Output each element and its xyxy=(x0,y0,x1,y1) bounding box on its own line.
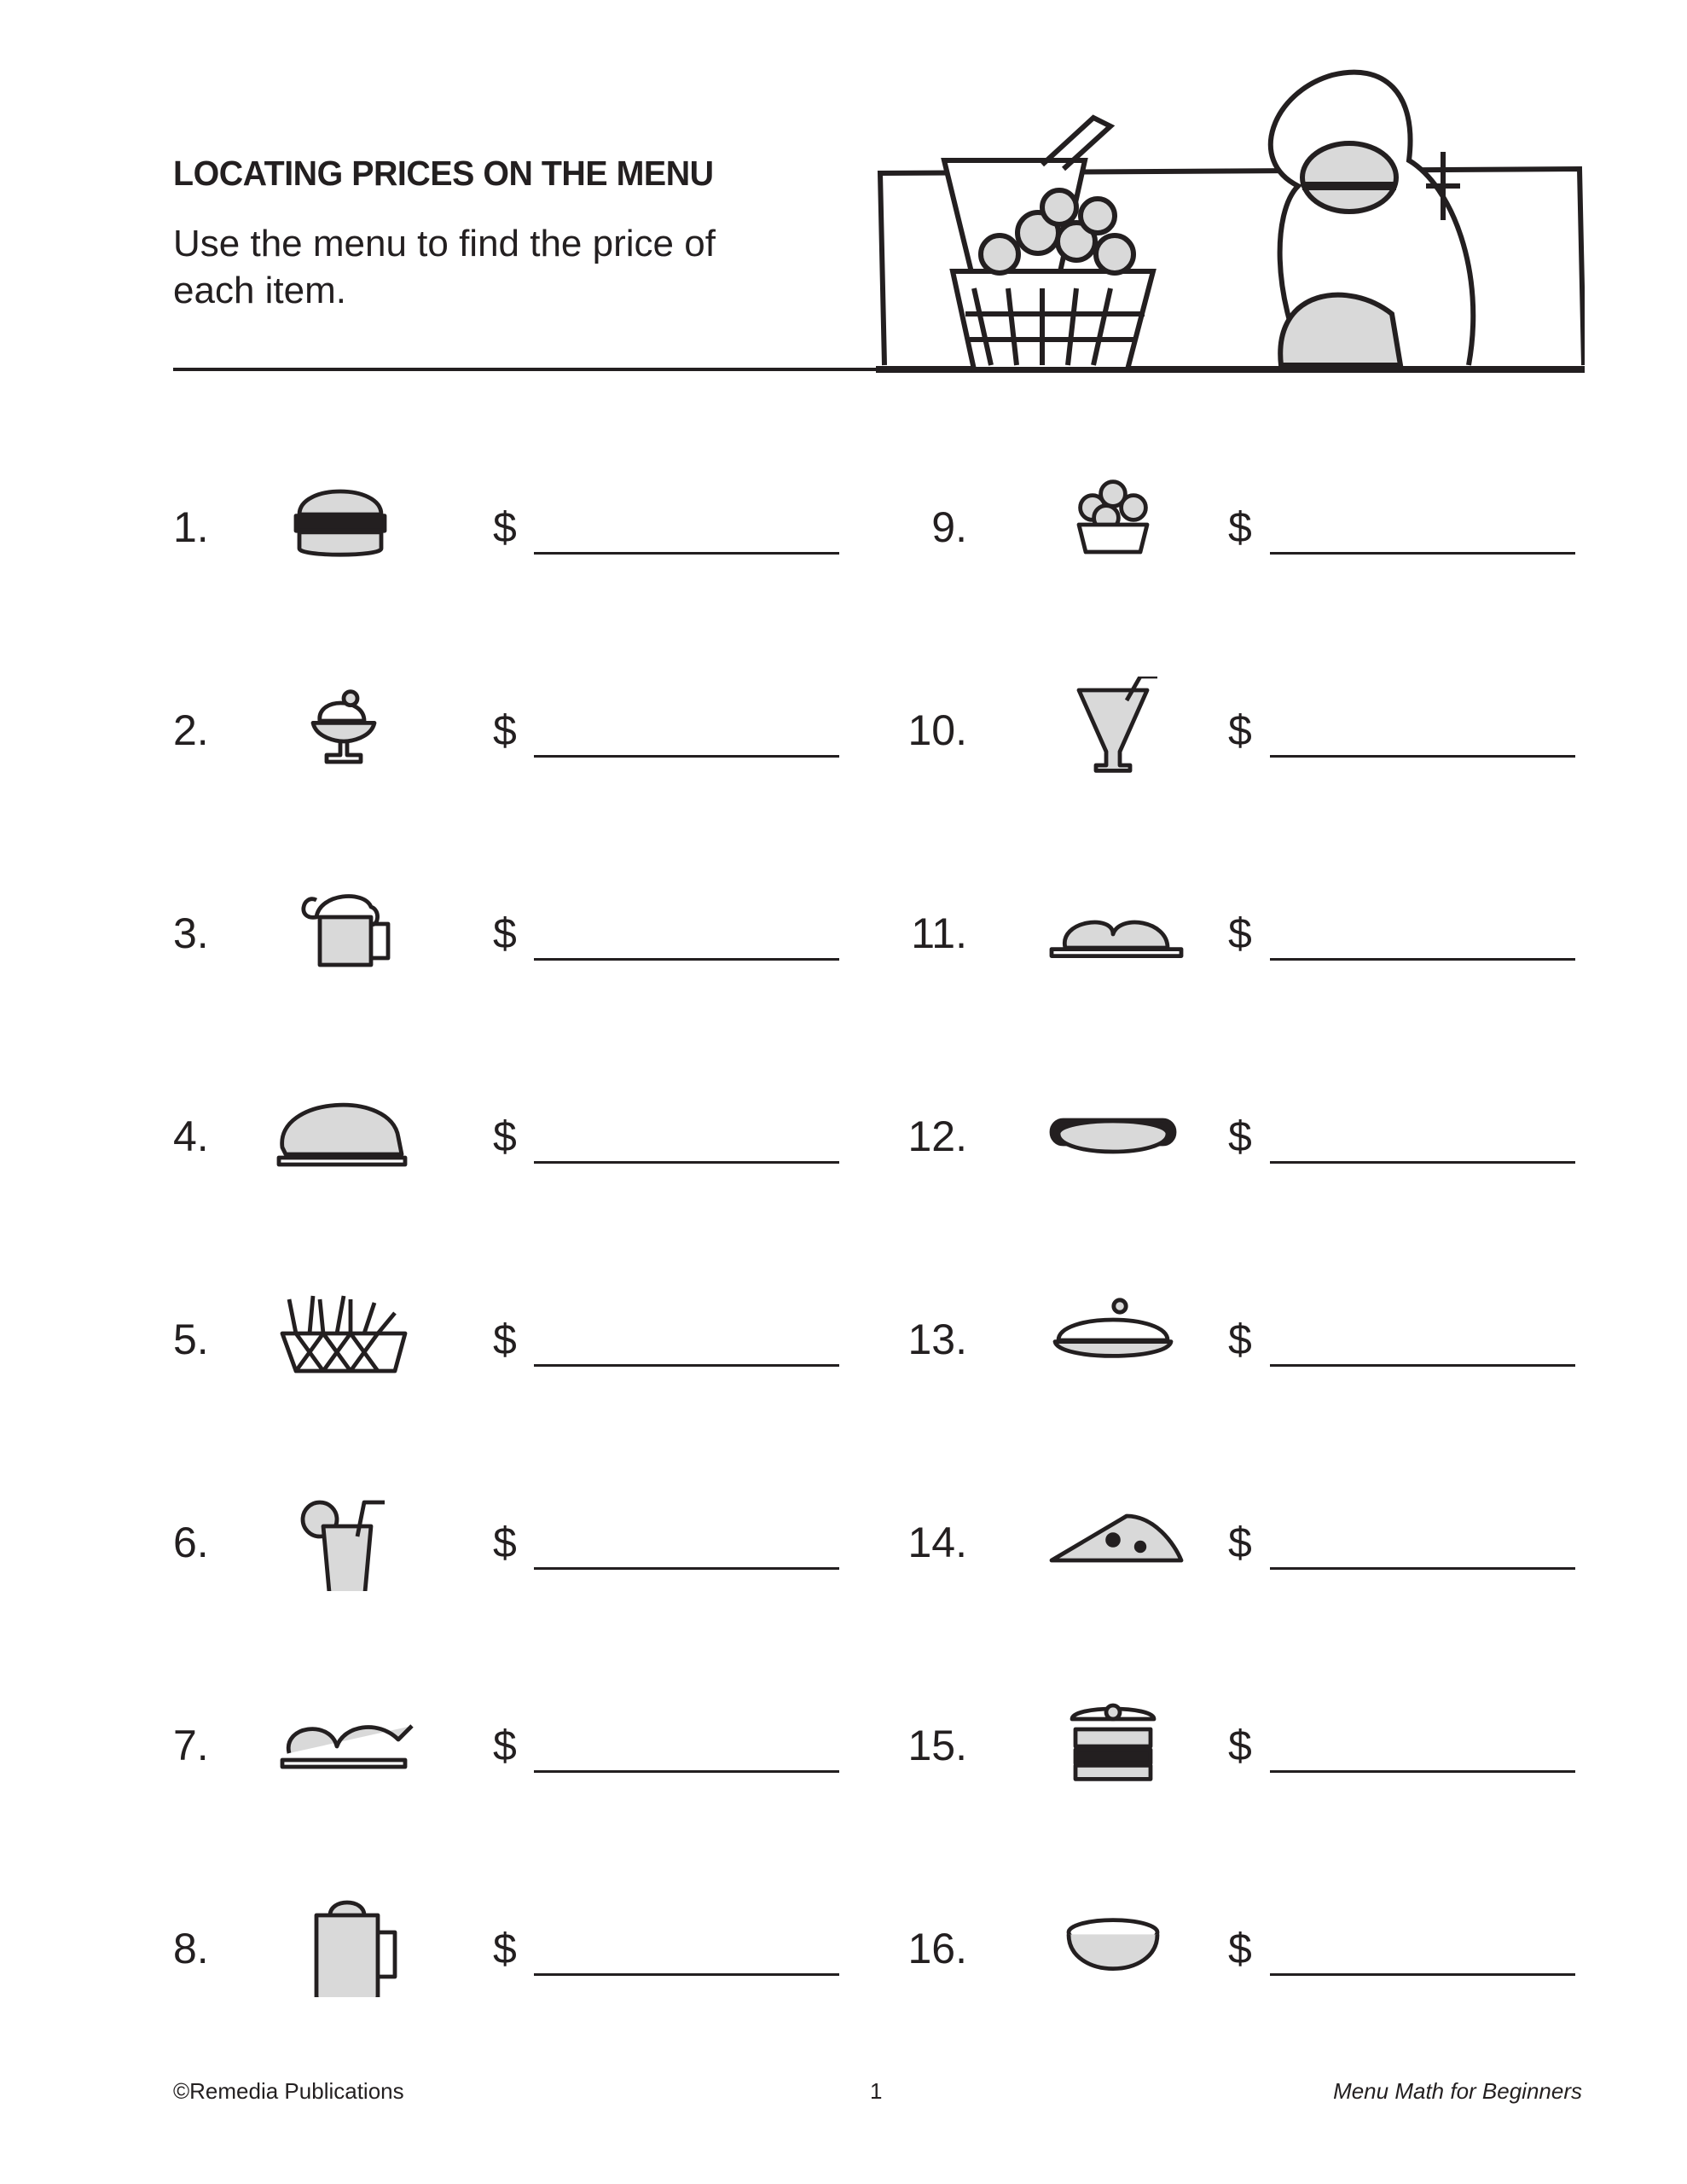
price-answer-blank[interactable] xyxy=(534,1364,839,1367)
item-number: 10. xyxy=(907,706,967,754)
item-number: 14. xyxy=(907,1519,967,1566)
item-number: 6. xyxy=(173,1519,209,1566)
dollar-sign: $ xyxy=(493,706,517,754)
dollar-sign: $ xyxy=(1228,909,1252,957)
dollar-sign: $ xyxy=(493,1112,517,1160)
sundae-icon xyxy=(250,677,438,779)
pizza-slice-icon xyxy=(1019,1489,1207,1591)
hamburger-icon xyxy=(250,473,438,576)
breakfast-stack-icon xyxy=(1019,1692,1207,1794)
item-number: 13. xyxy=(907,1316,967,1363)
price-answer-blank[interactable] xyxy=(534,1567,839,1570)
french-fries-icon xyxy=(250,1286,438,1388)
item-number: 9. xyxy=(931,503,967,551)
spaghetti-plate-icon xyxy=(1019,880,1207,982)
price-answer-blank[interactable] xyxy=(534,1770,839,1773)
roast-chicken-icon xyxy=(250,1083,438,1185)
price-answer-blank[interactable] xyxy=(1270,755,1575,758)
price-answer-blank[interactable] xyxy=(534,1161,839,1164)
diner-illustration xyxy=(872,58,1585,374)
item-number: 5. xyxy=(173,1316,209,1363)
price-answer-blank[interactable] xyxy=(1270,958,1575,961)
item-number: 16. xyxy=(907,1925,967,1972)
page-title: LOCATING PRICES ON THE MENU xyxy=(173,154,714,193)
onion-rings-icon xyxy=(1019,473,1207,576)
pie-icon xyxy=(1019,1286,1207,1388)
lemonade-icon xyxy=(250,1489,438,1591)
hot-cocoa-mug-icon xyxy=(250,1895,438,1997)
price-answer-blank[interactable] xyxy=(534,552,839,555)
dollar-sign: $ xyxy=(493,1722,517,1769)
item-number: 3. xyxy=(173,909,209,957)
price-answer-blank[interactable] xyxy=(1270,1364,1575,1367)
price-answer-blank[interactable] xyxy=(1270,1770,1575,1773)
item-number: 7. xyxy=(173,1722,209,1769)
dollar-sign: $ xyxy=(1228,1925,1252,1972)
item-number: 11. xyxy=(911,909,967,957)
footer-publisher: ©Remedia Publications xyxy=(173,2078,404,2104)
dollar-sign: $ xyxy=(493,1925,517,1972)
footer-page-number: 1 xyxy=(870,2078,883,2104)
chili-bowl-icon xyxy=(1019,1895,1207,1997)
dollar-sign: $ xyxy=(1228,1519,1252,1566)
item-number: 8. xyxy=(173,1925,209,1972)
dollar-sign: $ xyxy=(1228,1722,1252,1769)
price-answer-blank[interactable] xyxy=(1270,1973,1575,1976)
footer-book-title: Menu Math for Beginners xyxy=(1333,2078,1582,2104)
dollar-sign: $ xyxy=(1228,706,1252,754)
dollar-sign: $ xyxy=(1228,1316,1252,1363)
price-answer-blank[interactable] xyxy=(534,1973,839,1976)
chicken-wings-icon xyxy=(250,1692,438,1794)
price-answer-blank[interactable] xyxy=(534,755,839,758)
milkshake-icon xyxy=(1019,677,1207,779)
dollar-sign: $ xyxy=(493,1519,517,1566)
price-answer-blank[interactable] xyxy=(1270,1567,1575,1570)
dollar-sign: $ xyxy=(493,503,517,551)
item-number: 1. xyxy=(173,503,209,551)
item-number: 2. xyxy=(173,706,209,754)
dollar-sign: $ xyxy=(493,1316,517,1363)
item-number: 12. xyxy=(907,1112,967,1160)
root-beer-mug-icon xyxy=(250,880,438,982)
price-answer-blank[interactable] xyxy=(1270,1161,1575,1164)
instructions: Use the menu to find the price of each item. xyxy=(173,223,716,311)
price-answer-blank[interactable] xyxy=(534,958,839,961)
dollar-sign: $ xyxy=(1228,503,1252,551)
item-number: 4. xyxy=(173,1112,209,1160)
hot-dog-icon xyxy=(1019,1083,1207,1185)
price-answer-blank[interactable] xyxy=(1270,552,1575,555)
dollar-sign: $ xyxy=(1228,1112,1252,1160)
item-number: 15. xyxy=(907,1722,967,1769)
dollar-sign: $ xyxy=(493,909,517,957)
